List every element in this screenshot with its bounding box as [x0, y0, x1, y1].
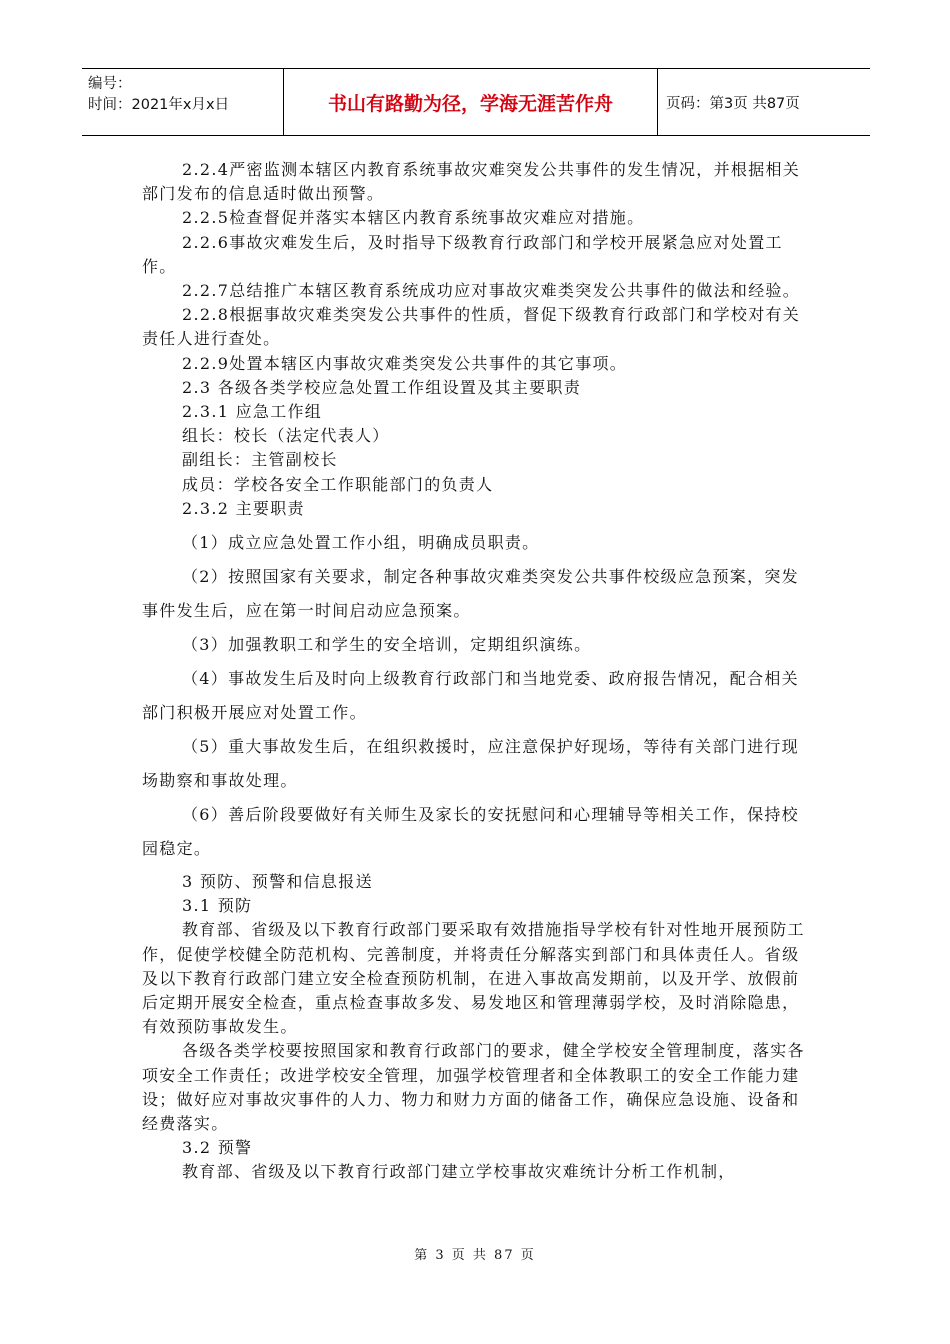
subsection-heading: 2.3.1 应急工作组 — [182, 402, 323, 422]
duty-item: （2）按照国家有关要求，制定各种事故灾难类突发公共事件校级应急预案，突发事件发生后，应在第一时间启动应急预案。 — [142, 567, 799, 621]
section-heading: 2.3 各级各类学校应急处置工作组设置及其主要职责 — [182, 377, 582, 397]
duty-item: （4）事故发生后及时向上级教育行政部门和当地党委、政府报告情况，配合相关部门积极开展应对处置工作。 — [142, 669, 799, 723]
leader-line: 组长：校长（法定代表人） — [182, 426, 390, 446]
number-label: 编号： — [88, 76, 132, 92]
subsection-heading: 3.1 预防 — [182, 896, 253, 916]
duty-item: （1）成立应急处置工作小组，明确成员职责。 — [182, 533, 540, 553]
page-footer: 第 3 页 共 87 页 — [414, 1248, 536, 1263]
subsection-heading: 3.2 预警 — [182, 1138, 253, 1158]
members-line: 成员：学校各安全工作职能部门的负责人 — [182, 474, 494, 494]
duty-item: （6）善后阶段要做好有关师生及家长的安抚慰问和心理辅导等相关工作，保持校园稳定。 — [142, 805, 799, 859]
duty-item: （3）加强教职工和学生的安全培训，定期组织演练。 — [182, 635, 592, 655]
paragraph: 各级各类学校要按照国家和教育行政部门的要求，健全学校安全管理制度，落实各项安全工作责任；改进学校安全管理，加强学校管理者和全体教职工的安全工作能力建设；做好应对事故灾事件的人力、物力和财力方面的储备工作，确保应急设施、设备和经费落实。 — [142, 1041, 805, 1134]
document-body — [142, 158, 814, 1185]
paragraph: 2.2.6事故灾难发生后，及时指导下级教育行政部门和学校开展紧急应对处置工作。 — [142, 232, 783, 276]
duty-item: （5）重大事故发生后，在组织救援时，应注意保护好现场，等待有关部门进行现场勘察和事故处理。 — [142, 737, 799, 791]
section-heading: 3 预防、预警和信息报送 — [182, 872, 373, 892]
subsection-heading: 2.3.2 主要职责 — [182, 498, 305, 518]
header-page-code: 页码：第3页 共87页 — [666, 95, 800, 112]
paragraph: 2.2.9处置本辖区内事故灾难类突发公共事件的其它事项。 — [182, 353, 628, 373]
deputy-leader-line: 副组长：主管副校长 — [182, 450, 338, 470]
document-header — [82, 68, 870, 136]
header-slogan: 书山有路勤为径，学海无涯苦作舟 — [284, 69, 658, 135]
paragraph: 2.2.5检查督促并落实本辖区内教育系统事故灾难应对措施。 — [182, 208, 645, 228]
paragraph: 教育部、省级及以下教育行政部门建立学校事故灾难统计分析工作机制， — [182, 1162, 736, 1182]
paragraph: 教育部、省级及以下教育行政部门要采取有效措施指导学校有针对性地开展预防工作，促使学校健全防范机构、完善制度，并将责任分解落实到部门和具体责任人。省级及以下教育行政部门建立安全检查预防机制，在进入事故高发期前，以及开学、放假前后定期开展安全检查，重点检查事故多发、易发地区和管理薄弱学校，及时消除隐患，有效预防事故发生。 — [142, 920, 805, 1037]
paragraph: 2.2.7总结推广本辖区教育系统成功应对事故灾难类突发公共事件的做法和经验。 — [182, 281, 801, 301]
paragraph: 2.2.4严密监测本辖区内教育系统事故灾难突发公共事件的发生情况，并根据相关部门发布的信息适时做出预警。 — [142, 160, 801, 204]
time-label: 时间：2021年x月x日 — [88, 97, 230, 113]
paragraph: 2.2.8根据事故灾难类突发公共事件的性质，督促下级教育行政部门和学校对有关责任人进行查处。 — [142, 305, 801, 349]
header-meta — [82, 69, 284, 135]
